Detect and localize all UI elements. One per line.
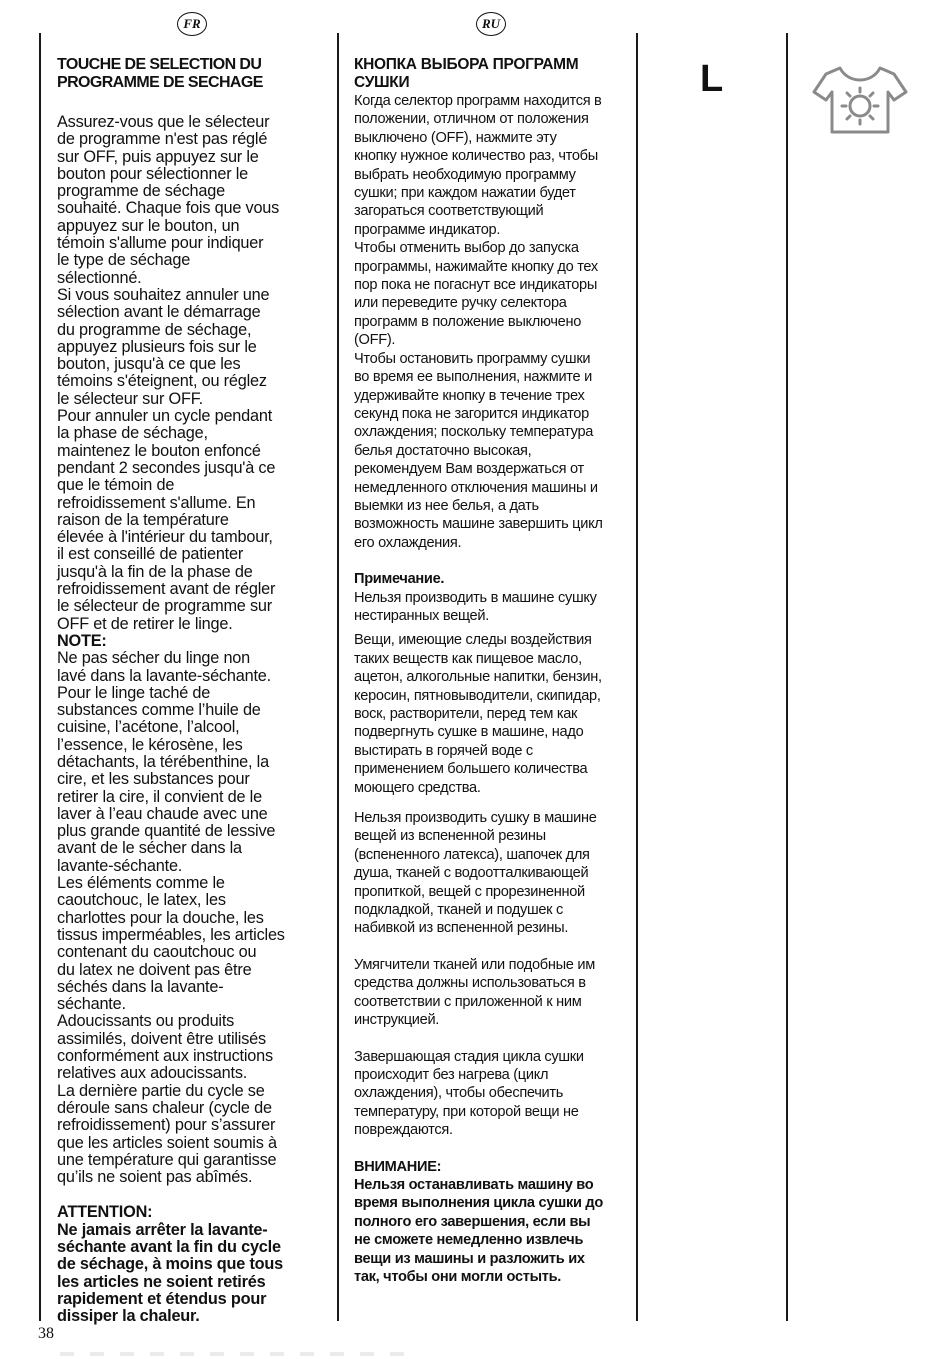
- section-letter: L: [700, 58, 724, 100]
- fr-body-line: programme de séchage: [57, 182, 225, 201]
- ru-language-badge: RU: [476, 12, 506, 36]
- scan-artifact: [60, 1352, 420, 1356]
- ru-note-line: Нельзя производить в машине сушку: [354, 589, 597, 606]
- fr-note-line: détachants, la térébenthine, la: [57, 752, 269, 771]
- page-number: 38: [38, 1325, 54, 1342]
- ru-text-line: таких веществ как пищевое масло,: [354, 650, 582, 667]
- french-column: [57, 56, 329, 1325]
- fr-note-line: La dernière partie du cycle se: [57, 1081, 265, 1100]
- fr-body-line: le sélecteur de programme sur: [57, 597, 272, 616]
- ru-text-line: керосин, пятновыводители, скипидар,: [354, 687, 601, 704]
- ru-note-line: нестиранных вещей.: [354, 607, 489, 624]
- fr-body-line: Assurez-vous que le sélecteur: [57, 113, 270, 131]
- fr-note-line: séchés dans la lavante-: [57, 977, 224, 996]
- ru-text-line: (OFF).: [354, 332, 396, 349]
- ru-text-line: Завершающая стадия цикла сушки: [354, 1048, 584, 1065]
- ru-paragraph-2: [354, 631, 629, 797]
- ru-text-line: охлаждения), чтобы обеспечить: [354, 1085, 564, 1102]
- ru-text-line: (вспененного латекса), шапочек для: [354, 846, 590, 863]
- ru-attention-line: полного его завершения, если вы: [354, 1213, 591, 1230]
- ru-text-line: или переведите ручку селектора: [354, 295, 567, 312]
- ru-paragraph-4: [354, 956, 629, 1030]
- fr-note-line: du latex ne doivent pas être: [57, 960, 252, 979]
- ru-text-line: температуру, при которой вещи не: [354, 1103, 579, 1120]
- ru-text-line: положении, отличном от положения: [354, 111, 589, 128]
- ru-text-line: Чтобы отменить выбор до запуска: [354, 240, 579, 257]
- ru-attention-body: [354, 1176, 629, 1286]
- fr-body-line: Pour annuler un cycle pendant: [57, 407, 273, 426]
- ru-attention-line: Нельзя останавливать машину во: [354, 1176, 594, 1193]
- fr-note-line: tissus imperméables, les articles: [57, 925, 285, 944]
- fr-note-line: lavé dans la lavante-séchante.: [57, 666, 271, 685]
- fr-note-line: que les articles soient soumis à: [57, 1133, 277, 1152]
- ru-text-line: применением большего количества: [354, 761, 588, 778]
- fr-body-line: de programme n'est pas réglé: [57, 130, 268, 149]
- fr-body-line: appuyez plusieurs fois sur le: [57, 337, 257, 356]
- fr-body-line: témoins s'éteignent, ou réglez: [57, 372, 267, 391]
- ru-attention-line: время выполнения цикла сушки до: [354, 1195, 604, 1212]
- fr-note-line: une température qui garantisse: [57, 1150, 277, 1169]
- fr-note-label: NOTE:: [57, 631, 107, 650]
- fr-note-line: plus grande quantité de lessive: [57, 822, 276, 841]
- ru-title-line: КНОПКА ВЫБОРА ПРОГРАММ: [354, 56, 579, 73]
- ru-text-line: загораться соответствующий: [354, 203, 544, 220]
- fr-title-line: PROGRAMME DE SECHAGE: [57, 74, 263, 91]
- ru-text-line: воск, растворители, перед тем как: [354, 706, 578, 722]
- fr-body-line: appuyez sur le bouton, un: [57, 216, 240, 235]
- fr-note-line: l’essence, le kérosène, les: [57, 735, 243, 754]
- fr-body-line: souhaité. Chaque fois que vous: [57, 199, 280, 218]
- fr-note-line: caoutchouc, le latex, les: [57, 891, 226, 910]
- ru-text-line: во время ее выполнения, нажмите и: [354, 369, 592, 386]
- ru-paragraph-1: [354, 92, 629, 552]
- fr-note-line: relatives aux adoucissants.: [57, 1064, 248, 1083]
- fr-note-line: séchante.: [57, 995, 126, 1014]
- ru-text-line: его охлаждения.: [354, 534, 462, 551]
- ru-text-line: белья достаточно высокая,: [354, 442, 532, 459]
- fr-body-line: bouton pour sélectionner le: [57, 164, 249, 183]
- fr-body-line: sur OFF, puis appuyez sur le: [57, 147, 259, 166]
- ru-text-line: программ в положение выключено: [354, 313, 582, 330]
- ru-text-line: повреждаются.: [354, 1122, 453, 1139]
- fr-body-line: que le témoin de: [57, 476, 175, 495]
- ru-text-line: выключено (OFF), нажмите эту: [354, 129, 557, 146]
- ru-text-line: душа, тканей с водоотталкивающей: [354, 865, 589, 882]
- ru-text-line: выемки из нее белья, а дать: [354, 497, 539, 514]
- column-divider-right: [636, 33, 638, 1321]
- ru-text-line: происходит без нагрева (цикл: [354, 1066, 549, 1083]
- ru-text-line: возможность машине завершить цикл: [354, 516, 603, 533]
- column-divider-middle: [337, 33, 339, 1321]
- fr-note-line: assimilés, doivent être utilisés: [57, 1029, 266, 1048]
- fr-note-line: Les éléments comme le: [57, 874, 225, 893]
- ru-note-body: [354, 589, 629, 626]
- ru-text-line: кнопку нужное количество раз, чтобы: [354, 148, 598, 165]
- ru-text-line: удерживайте кнопку в течение трех: [354, 387, 585, 404]
- fr-body-line: il est conseillé de patienter: [57, 545, 244, 564]
- ru-text-line: подвергнуть сушке в машине, надо: [354, 724, 584, 741]
- ru-paragraph-5: [354, 1048, 629, 1140]
- ru-text-line: программы, нажимайте кнопку до тех: [354, 258, 598, 275]
- fr-note-line: qu’ils ne soient pas abîmés.: [57, 1168, 253, 1187]
- ru-text-line: сушки; при каждом нажатии будет: [354, 185, 576, 202]
- fr-title-line: TOUCHE DE SELECTION DU: [57, 56, 262, 73]
- ru-attention-line: не сможете немедленно извлечь: [354, 1232, 584, 1249]
- fr-body: [57, 114, 329, 633]
- fr-attention-label: ATTENTION:: [57, 1203, 153, 1222]
- fr-note-body: [57, 650, 329, 1186]
- fr-body-line: témoin s'allume pour indiquer: [57, 234, 264, 253]
- fr-attention-line: Ne jamais arrêter la lavante-: [57, 1220, 268, 1239]
- fr-note-line: déroule sans chaleur (cycle de: [57, 1098, 272, 1117]
- ru-text-line: инструкцией.: [354, 1012, 440, 1029]
- shirt-sun-drying-icon: [812, 64, 908, 136]
- fr-note-line: retirer la cire, il convient de le: [57, 787, 262, 806]
- fr-body-line: sélectionné.: [57, 268, 142, 287]
- fr-section-title: [57, 56, 329, 92]
- fr-body-line: sélection avant le démarrage: [57, 303, 261, 322]
- fr-note-line: contenant du caoutchouc ou: [57, 943, 257, 962]
- fr-body-line: pendant 2 secondes jusqu'à ce: [57, 458, 276, 477]
- fr-body-line: du programme de séchage,: [57, 320, 252, 339]
- ru-text-line: средства должны использоваться в: [354, 975, 586, 992]
- fr-body-line: le type de séchage: [57, 251, 191, 270]
- ru-text-line: моющего средства.: [354, 779, 481, 796]
- ru-paragraph-3: [354, 809, 629, 938]
- fr-note-line: conformément aux instructions: [57, 1047, 273, 1066]
- ru-text-line: пропиткой, вещей с прорезиненной: [354, 883, 585, 900]
- ru-text-line: Вещи, имеющие следы воздействия: [354, 632, 592, 649]
- ru-attention-line: вещи из машины и разложить их: [354, 1250, 585, 1267]
- fr-note-line: cuisine, l’acétone, l’alcool,: [57, 718, 240, 737]
- ru-text-line: выбрать необходимую программу: [354, 166, 576, 183]
- ru-text-line: охлаждения; поскольку температура: [354, 424, 594, 441]
- ru-text-line: Нельзя производить сушку в машине: [354, 810, 597, 827]
- ru-text-line: соответствии с приложенной к ним: [354, 993, 582, 1010]
- ru-text-line: подкладкой, тканей и подушек с: [354, 902, 564, 919]
- fr-body-line: raison de la température: [57, 510, 229, 529]
- fr-note-line: charlottes pour la douche, les: [57, 908, 264, 927]
- fr-attention-line: dissiper la chaleur.: [57, 1307, 200, 1326]
- fr-note-line: avant de le sécher dans la: [57, 839, 242, 858]
- fr-note-line: substances comme l’huile de: [57, 701, 261, 720]
- fr-attention-body: [57, 1222, 329, 1326]
- fr-note-line: laver à l’eau chaude avec une: [57, 804, 268, 823]
- ru-text-line: выстирать в горячей воде с: [354, 742, 533, 759]
- column-divider-side: [786, 33, 788, 1321]
- fr-note-line: cire, et les substances pour: [57, 770, 250, 789]
- ru-text-line: немедленного отключения машины и: [354, 479, 598, 496]
- column-divider-left: [39, 33, 41, 1321]
- fr-attention-line: de séchage, à moins que tous: [57, 1255, 284, 1274]
- fr-body-line: la phase de séchage,: [57, 424, 208, 443]
- fr-attention-line: séchante avant la fin du cycle: [57, 1238, 281, 1256]
- fr-body-line: Si vous souhaitez annuler une: [57, 285, 270, 304]
- fr-note-line: Adoucissants ou produits: [57, 1012, 235, 1031]
- ru-attention-label: ВНИМАНИЕ:: [354, 1158, 442, 1175]
- fr-note-line: Ne pas sécher du linge non: [57, 649, 251, 668]
- ru-note-label: Примечание.: [354, 571, 445, 588]
- ru-text-line: секунд пока не загорится индикатор: [354, 405, 589, 422]
- ru-text-line: набивкой из вспененной резины.: [354, 920, 569, 937]
- ru-text-line: программе индикатор.: [354, 221, 501, 238]
- fr-attention-line: rapidement et étendus pour: [57, 1289, 267, 1308]
- ru-title-line: СУШКИ: [354, 74, 410, 91]
- ru-text-line: пор пока не погаснут все индикаторы: [354, 277, 598, 294]
- ru-text-line: Чтобы остановить программу сушки: [354, 350, 591, 367]
- fr-body-line: bouton, jusqu'à ce que les: [57, 355, 241, 374]
- fr-note-line: lavante-séchante.: [57, 856, 183, 875]
- ru-text-line: ацетон, алкогольные напитки, бензин,: [354, 669, 602, 686]
- fr-body-line: jusqu'à la fin de la phase de: [57, 562, 253, 581]
- fr-body-line: refroidissement s'allume. En: [57, 493, 256, 512]
- fr-attention-line: les articles ne soient retirés: [57, 1272, 266, 1291]
- ru-attention-line: так, чтобы они могли остыть.: [354, 1268, 562, 1285]
- fr-body-line: élevée à l'intérieur du tambour,: [57, 528, 273, 547]
- fr-body-line: refroidissement avant de régler: [57, 580, 276, 599]
- ru-text-line: Когда селектор программ находится в: [354, 93, 602, 109]
- fr-body-line: maintenez le bouton enfoncé: [57, 441, 261, 460]
- ru-section-title: [354, 56, 629, 92]
- ru-text-line: вещей из вспененной резины: [354, 828, 546, 845]
- fr-language-badge: FR: [177, 12, 207, 36]
- russian-column: [354, 56, 629, 1286]
- fr-note-line: Pour le linge taché de: [57, 683, 211, 702]
- ru-text-line: рекомендуем Вам воздержаться от: [354, 461, 584, 478]
- fr-note-line: refroidissement) pour s’assurer: [57, 1116, 276, 1135]
- fr-body-line: OFF et de retirer le linge.: [57, 614, 233, 633]
- ru-text-line: Умягчители тканей или подобные им: [354, 956, 595, 973]
- fr-body-line: le sélecteur sur OFF.: [57, 389, 203, 408]
